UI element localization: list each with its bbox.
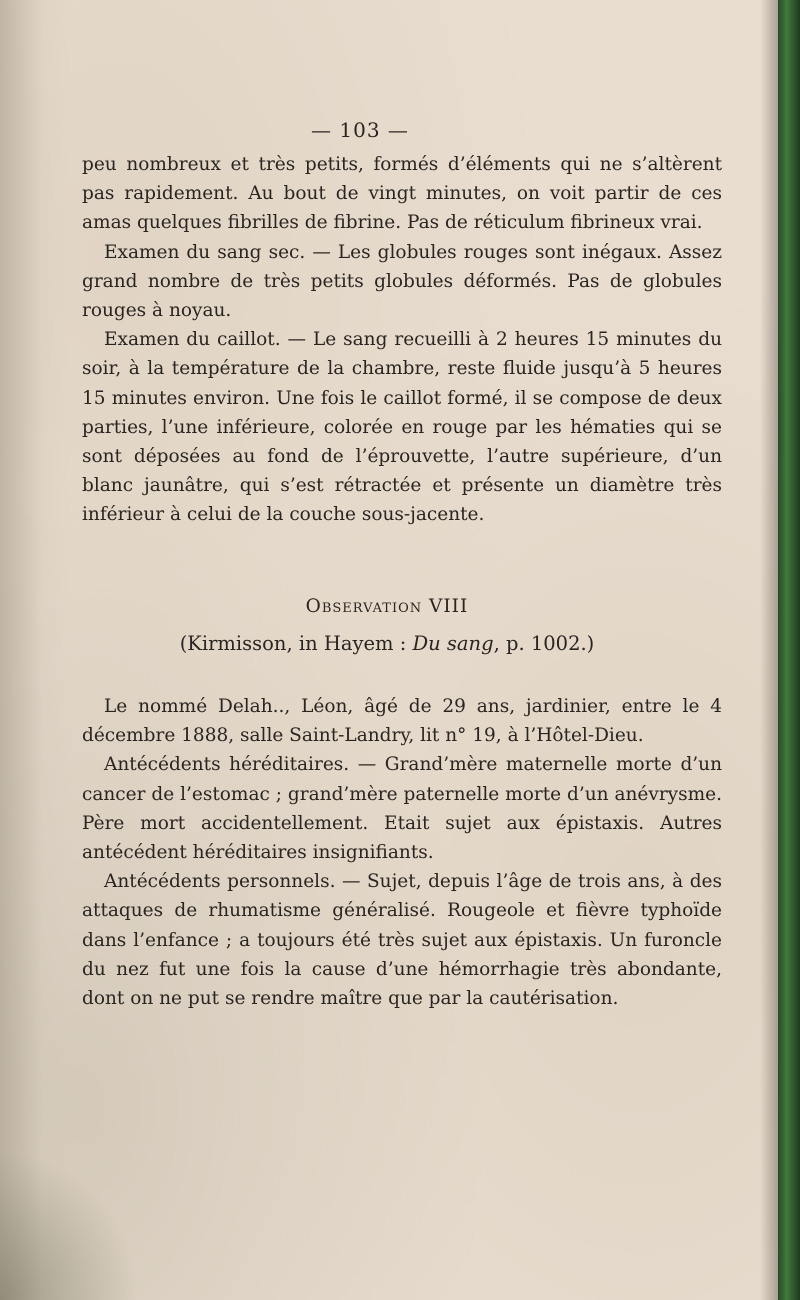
observation-source	[82, 629, 722, 658]
paragraph-patient: Le nommé Delah.., Léon, âgé de 29 ans, jardinier, entre le 4 décembre 1888, salle Saint-Landry, lit n° 19, à l’Hôtel-Dieu.	[82, 696, 722, 747]
book-binding-edge	[778, 0, 800, 1300]
paragraph-examen-sang-sec: Examen du sang sec. — Les globules rouges sont inégaux. Assez grand nombre de très petits globules déformés. Pas de globules rouges à noyau.	[82, 241, 722, 322]
source-suffix: , p. 1002.)	[493, 631, 595, 655]
source-prefix: (Kirmisson, in Hayem :	[179, 631, 413, 655]
text-body	[82, 150, 722, 1013]
paragraph-continuation: peu nombreux et très petits, formés d’éléments qui ne s’altèrent pas rapidement. Au bout de vingt minutes, on voit partir de ces amas quelques fibrilles de fibrine. Pas de réticulum fibrineux vrai.	[82, 154, 722, 234]
paragraph-antecedents-personnels: Antécédents personnels. — Sujet, depuis l’âge de trois ans, à des attaques de rhumatisme généralisé. Rougeole et fièvre typhoïde dans l’enfance ; a toujours été très sujet aux épistaxis. Un furoncle du nez fut une fois la cause d’une hémorrhagie très abondante, dont on ne put se rendre maître que par la cautérisation.	[82, 871, 722, 1010]
paper-stain	[0, 1150, 140, 1300]
page-number: — 103 —	[311, 118, 409, 142]
paragraph-examen-caillot: Examen du caillot. — Le sang recueilli à 2 heures 15 minutes du soir, à la température de la chambre, reste fluide jusqu’à 5 heures 15 minutes environ. Une fois le caillot formé, il se compose de deux parties, l’une inférieure, colorée en rouge par les hématies qui se sont déposées au fond de l’éprouvette, l’autre supérieure, d’un blanc jaunâtre, qui s’est rétractée et présente un diamètre très inférieur à celui de la couche sous-jacente.	[82, 329, 722, 526]
paragraph-antecedents-hereditaires: Antécédents héréditaires. — Grand’mère maternelle morte d’un cancer de l’estomac ; grand’mère paternelle morte d’un anévrysme. Père mort accidentellement. Etait sujet aux épistaxis. Autres antécédent héréditaires insignifiants.	[82, 754, 722, 864]
binding-shadow	[760, 0, 778, 1300]
page-fold-shadow	[0, 0, 70, 1300]
source-title: Du sang	[412, 631, 494, 655]
observation-heading: Observation VIII	[305, 595, 469, 617]
